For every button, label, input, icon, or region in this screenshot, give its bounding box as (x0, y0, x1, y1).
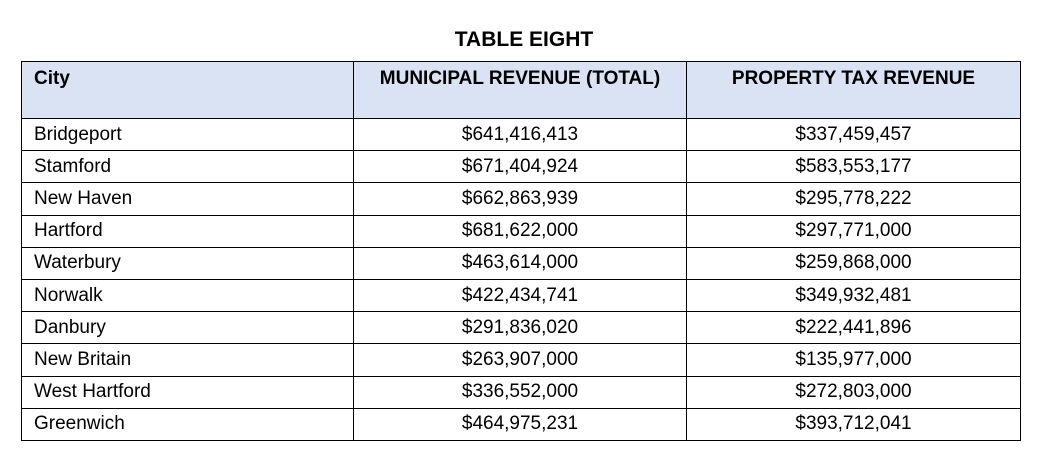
property-tax-revenue-cell: $337,459,457 (687, 119, 1021, 151)
municipal-revenue-cell: $464,975,231 (354, 408, 687, 440)
property-tax-revenue-cell: $259,868,000 (687, 247, 1021, 279)
municipal-revenue-cell: $263,907,000 (354, 344, 687, 376)
city-cell: Norwalk (22, 279, 354, 311)
city-cell: New Haven (22, 183, 354, 215)
property-tax-revenue-cell: $272,803,000 (687, 376, 1021, 408)
city-cell: Waterbury (22, 247, 354, 279)
municipal-revenue-cell: $671,404,924 (354, 151, 687, 183)
property-tax-revenue-cell: $393,712,041 (687, 408, 1021, 440)
property-tax-revenue-cell: $297,771,000 (687, 215, 1021, 247)
column-header-city: City (22, 62, 354, 119)
municipal-revenue-cell: $291,836,020 (354, 312, 687, 344)
revenue-table (21, 61, 1021, 441)
property-tax-revenue-cell: $295,778,222 (687, 183, 1021, 215)
property-tax-revenue-cell: $349,932,481 (687, 279, 1021, 311)
table-row (22, 312, 1021, 344)
city-cell: Stamford (22, 151, 354, 183)
city-cell: Bridgeport (22, 119, 354, 151)
city-cell: Greenwich (22, 408, 354, 440)
table-body (22, 119, 1021, 441)
property-tax-revenue-cell: $583,553,177 (687, 151, 1021, 183)
table-row (22, 376, 1021, 408)
municipal-revenue-cell: $422,434,741 (354, 279, 687, 311)
city-cell: Danbury (22, 312, 354, 344)
table-row (22, 247, 1021, 279)
city-cell: West Hartford (22, 376, 354, 408)
city-cell: Hartford (22, 215, 354, 247)
table-row (22, 215, 1021, 247)
column-header-property-tax-revenue: PROPERTY TAX REVENUE (687, 62, 1021, 119)
municipal-revenue-cell: $463,614,000 (354, 247, 687, 279)
table-header (22, 62, 1021, 119)
table-row (22, 408, 1021, 440)
table-row (22, 344, 1021, 376)
property-tax-revenue-cell: $135,977,000 (687, 344, 1021, 376)
municipal-revenue-cell: $681,622,000 (354, 215, 687, 247)
municipal-revenue-cell: $336,552,000 (354, 376, 687, 408)
table-row (22, 183, 1021, 215)
city-cell: New Britain (22, 344, 354, 376)
table-row (22, 279, 1021, 311)
table-row (22, 151, 1021, 183)
table-title: TABLE EIGHT (454, 28, 594, 51)
property-tax-revenue-cell: $222,441,896 (687, 312, 1021, 344)
column-header-municipal-revenue: MUNICIPAL REVENUE (TOTAL) (354, 62, 687, 119)
municipal-revenue-cell: $641,416,413 (354, 119, 687, 151)
header-row (22, 62, 1021, 119)
table-row (22, 119, 1021, 151)
municipal-revenue-cell: $662,863,939 (354, 183, 687, 215)
